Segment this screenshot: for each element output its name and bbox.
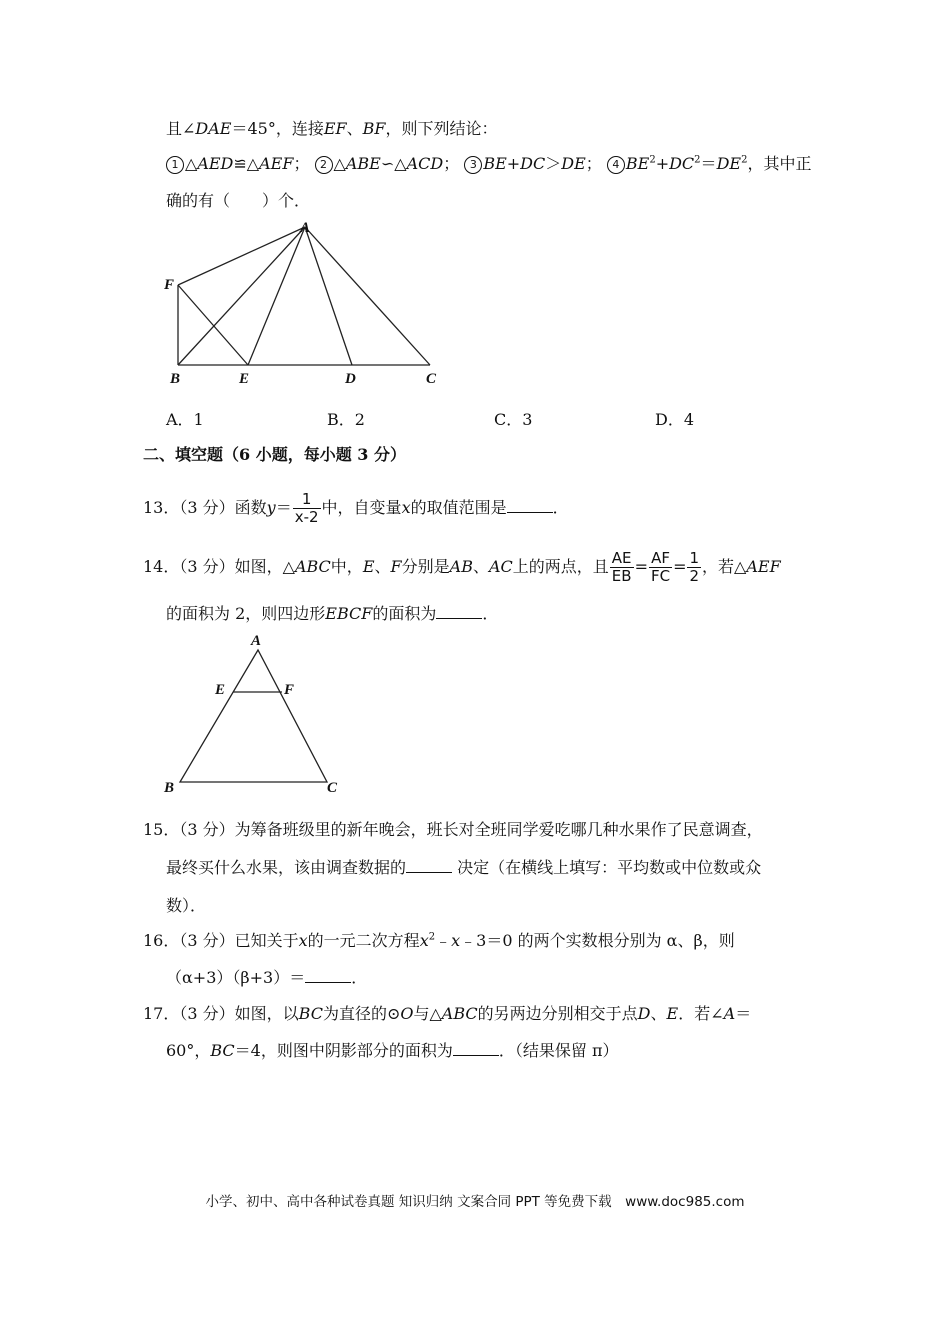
- numerator: 1: [293, 491, 321, 509]
- text: ∽△: [380, 154, 407, 173]
- text: ＝: [735, 1004, 752, 1023]
- text: +: [506, 154, 521, 173]
- denominator: x-2: [294, 508, 319, 526]
- text: ；: [443, 154, 460, 173]
- label-c: C: [426, 371, 437, 387]
- text: BF: [362, 119, 386, 138]
- text: 为直径的⊙: [322, 1004, 401, 1023]
- text: AEF: [259, 154, 294, 173]
- text: E: [666, 1004, 679, 1023]
- text: 13．（3 分）函数: [143, 498, 267, 517]
- answer-blank[interactable]: [406, 857, 452, 873]
- q12-line3: 确的有（ ）个．: [166, 191, 311, 210]
- superscript: 2: [649, 154, 656, 166]
- text: x: [451, 931, 461, 950]
- text: ＝4，则图中阴影部分的面积为: [234, 1041, 453, 1060]
- text: 中，自变量: [321, 498, 402, 517]
- text: F: [390, 557, 402, 576]
- fraction: [293, 491, 321, 526]
- label-d: D: [345, 371, 356, 387]
- text: 的另两边分别相交于点: [477, 1004, 638, 1023]
- text: ，则下列结论：: [385, 119, 498, 138]
- label-a: A: [300, 220, 311, 236]
- q12-line1: [166, 118, 498, 140]
- text: 且∠: [166, 119, 196, 138]
- answer-blank[interactable]: [453, 1040, 499, 1056]
- text: ACD: [406, 154, 444, 173]
- text: △: [333, 154, 346, 173]
- text: =: [673, 557, 687, 576]
- text: EF: [323, 119, 347, 138]
- text: ﹣3＝0 的两个实数根分别为 α、β，则: [460, 931, 735, 950]
- text: 的面积为 2，则四边形: [166, 604, 326, 623]
- option-d[interactable]: D．4: [655, 410, 695, 429]
- circled-number: 3: [464, 156, 482, 174]
- segment-ba: [178, 227, 305, 365]
- q12-figure: [160, 215, 460, 395]
- circled-number: 2: [315, 156, 333, 174]
- answer-blank[interactable]: [436, 603, 482, 619]
- text: ＝: [275, 498, 292, 517]
- numerator: 1: [689, 549, 700, 567]
- q15-line2: [166, 857, 761, 879]
- label-f: F: [284, 682, 295, 698]
- option-c[interactable]: C．3: [494, 410, 533, 429]
- text: 16．（3 分）已知关于: [143, 931, 299, 950]
- text: △: [185, 154, 198, 173]
- numerator: AE: [610, 550, 634, 568]
- text: ABE: [345, 154, 381, 173]
- text: 中，: [330, 557, 363, 576]
- label-e: E: [215, 682, 226, 698]
- text: AEF: [746, 557, 781, 576]
- q17-line1: [143, 1003, 751, 1025]
- text: 分别是: [401, 557, 450, 576]
- text: O: [400, 1004, 414, 1023]
- text: 的取值范围是: [410, 498, 507, 517]
- text: y: [266, 498, 276, 517]
- text: ，其中正: [747, 154, 812, 173]
- q12-conclusions: [166, 153, 811, 175]
- circled-number: 1: [166, 156, 184, 174]
- text: ＝45°，连接: [231, 119, 324, 138]
- q17-line2: [166, 1040, 618, 1062]
- superscript: 2: [694, 154, 701, 166]
- text: ；: [293, 154, 310, 173]
- text: =: [634, 557, 648, 576]
- footer: 小学、初中、高中各种试卷真题 知识归纳 文案合同 PPT 等免费下载 www.doc985.com: [205, 1194, 745, 1210]
- denominator: 2: [689, 567, 700, 585]
- text: D: [637, 1004, 651, 1023]
- text: 60°，: [166, 1041, 211, 1060]
- circled-number: 4: [607, 156, 625, 174]
- text: x: [419, 931, 429, 950]
- text: DAE: [195, 119, 232, 138]
- text: 14．（3 分）如图，△: [143, 557, 295, 576]
- label-b: B: [164, 780, 175, 796]
- text: （α+3）（β+3）＝: [166, 968, 306, 987]
- text: DC: [669, 154, 695, 173]
- section-title: 二、填空题（6 小题，每小题 3 分）: [143, 445, 406, 464]
- option-a[interactable]: A．1: [166, 410, 204, 429]
- text: E: [362, 557, 375, 576]
- text: BE: [483, 154, 507, 173]
- segment-ca: [305, 227, 430, 365]
- text: EBCF: [325, 604, 373, 623]
- q14-line2: [166, 603, 498, 625]
- text: ABC: [441, 1004, 478, 1023]
- text: 最终买什么水果，该由调查数据的: [166, 858, 407, 877]
- text: AC: [488, 557, 513, 576]
- text: ＞: [545, 154, 562, 173]
- answer-blank[interactable]: [305, 967, 351, 983]
- fraction: [687, 550, 701, 585]
- q16-line2: [166, 967, 367, 989]
- label-e: E: [239, 371, 250, 387]
- label-c: C: [327, 780, 338, 796]
- q15-line3: 数）．: [166, 896, 207, 915]
- text: ．: [482, 604, 499, 623]
- text: 的一元二次方程: [307, 931, 420, 950]
- triangle-abc: [180, 650, 327, 782]
- q13: [143, 491, 569, 526]
- segment-da: [305, 227, 352, 365]
- segment-ea: [248, 227, 305, 365]
- text: 、: [346, 119, 363, 138]
- text: 、: [472, 557, 489, 576]
- text: AB: [449, 557, 473, 576]
- superscript: 2: [741, 154, 748, 166]
- superscript: 2: [428, 931, 436, 943]
- text: 与△: [413, 1004, 442, 1023]
- text: ．: [552, 498, 569, 517]
- text: BC: [298, 1004, 323, 1023]
- label-f: F: [164, 277, 175, 293]
- q14-figure: [160, 630, 350, 800]
- text: x: [298, 931, 308, 950]
- text: BE: [625, 154, 650, 173]
- label-a: A: [251, 633, 262, 649]
- answer-blank[interactable]: [507, 497, 553, 513]
- text: ．: [351, 968, 368, 987]
- option-b[interactable]: B．2: [327, 410, 365, 429]
- text: A: [723, 1004, 736, 1023]
- text: AED: [197, 154, 234, 173]
- text: ≌△: [233, 154, 260, 173]
- text: ．若∠: [678, 1004, 724, 1023]
- text: BC: [210, 1041, 235, 1060]
- text: 决定（在横线上填写：平均数或中位数或众: [452, 858, 762, 877]
- q14-line1: [143, 550, 781, 585]
- denominator: FC: [650, 567, 671, 585]
- fraction: [610, 550, 634, 585]
- text: 、: [650, 1004, 667, 1023]
- label-b: B: [170, 371, 181, 387]
- text: 上的两点，且: [512, 557, 609, 576]
- text: 的面积为: [372, 604, 437, 623]
- text: x: [401, 498, 411, 517]
- text: 、: [374, 557, 391, 576]
- numerator: AF: [649, 550, 672, 568]
- text: ﹣: [435, 931, 452, 950]
- text: ．（结果保留 π）: [498, 1041, 619, 1060]
- text: ＝: [700, 154, 717, 173]
- text: ；: [585, 154, 602, 173]
- text: DC: [520, 154, 546, 173]
- text: 17．（3 分）如图，以: [143, 1004, 299, 1023]
- text: ABC: [294, 557, 331, 576]
- denominator: EB: [611, 567, 632, 585]
- q15-line1: 15．（3 分）为筹备班级里的新年晚会，班长对全班同学爱吃哪几种水果作了民意调查，: [143, 820, 763, 839]
- text: DE: [716, 154, 742, 173]
- text: ，若△: [702, 557, 747, 576]
- fraction: [649, 550, 672, 585]
- q16-line1: [143, 930, 735, 952]
- segment-fa: [178, 227, 305, 285]
- text: +: [655, 154, 670, 173]
- text: DE: [561, 154, 586, 173]
